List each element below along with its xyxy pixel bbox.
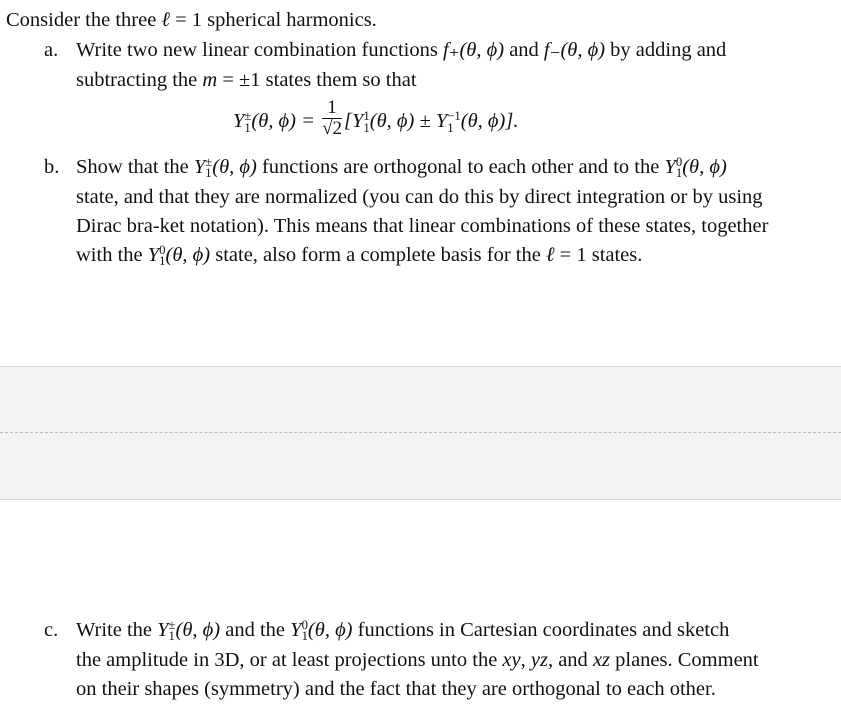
part-a-text-end: by adding and [605,39,727,61]
ell-symbol: ℓ [545,244,555,266]
eq-rhs-end: (θ, ϕ)]. [460,110,519,133]
ell-symbol: ℓ [161,9,170,31]
and-text: , and [547,649,593,671]
eq-Y: Y [233,110,245,133]
fraction [322,98,342,139]
args: (θ, ϕ) [682,156,727,178]
Y-zero-indices: 0 1 [301,618,308,644]
intro-rest: = 1 spherical harmonics. [169,9,377,31]
plane-xy: xy [502,649,521,671]
part-c-line-3: on their shapes (symmetry) and the fact that they are orthogonal to each other. [76,678,716,700]
part-b-line-4 [76,243,642,268]
Y-symbol: Y [193,156,206,178]
part-c-text-2: the amplitude in 3D, or at least projections unto the [76,649,503,671]
part-a-line-2 [76,68,417,92]
part-b-text-mid: functions are orthogonal to each other and to the [256,156,665,178]
Y-pm-indices: ± 1 [205,155,213,181]
m-symbol: m [202,69,218,91]
Y-symbol: Y [157,619,169,641]
part-c-text-2-end: planes. Comment [610,649,759,671]
eq-lhs-indices: ± 1 [244,109,252,135]
args: (θ, ϕ) [175,619,221,641]
part-b-text-4: with the [76,244,148,266]
part-c-text: Write the [76,619,158,641]
Y-zero-indices: 0 1 [675,155,683,181]
part-a-text-2: subtracting the [76,69,203,91]
part-a-marker: a. [44,39,59,61]
args: (θ, ϕ) [307,619,353,641]
fraction-numerator: 1 [322,98,342,119]
intro-prefix: Consider the three [6,9,157,31]
eq-rhs-1: [Y [344,110,364,133]
eq-lhs-args: (θ, ϕ) = [251,110,315,133]
Y-symbol: Y [147,244,160,266]
Y-symbol: Y [664,156,676,178]
and-text: and [504,39,544,61]
dashed-divider [0,432,841,433]
Y-zero-indices: 0 1 [159,243,166,269]
args: (θ, ϕ) [165,244,211,266]
Y-pm-indices: ± 1 [168,618,176,644]
part-b-line-3: Dirac bra-ket notation). This means that linear combinations of these states, together [76,215,769,237]
part-b-marker: b. [44,156,60,178]
equation [233,97,519,139]
answer-area[interactable] [0,366,841,500]
part-c-line-1 [76,618,729,643]
f-plus: f₊(θ, ϕ) [442,39,505,61]
comma: , [520,649,531,671]
part-a-text: Write two new linear combination functions [76,39,443,61]
part-c-text-mid: and the [220,619,291,641]
eq-rhs-2-indices: −1 1 [447,109,461,135]
part-a-text-2-end: = ±1 states them so that [217,69,417,91]
args: (θ, ϕ) [212,156,257,178]
fraction-denominator: √2 [322,118,342,139]
part-b-text-4-mid: state, also form a complete basis for the [210,244,546,266]
part-b-line-2: state, and that they are normalized (you can do this by direct integration or by using [76,186,763,208]
plane-xz: xz [592,649,611,671]
part-c-marker: c. [44,619,59,641]
f-minus: f₋(θ, ϕ) [543,39,606,61]
eq-rhs-1-indices: 1 1 [363,109,370,135]
part-c-text-end: functions in Cartesian coordinates and sketch [352,619,730,641]
intro-line [6,8,377,32]
Y-symbol: Y [290,619,302,641]
eq-rhs-mid: (θ, ϕ) ± Y [369,110,448,133]
plane-yz: yz [530,649,548,671]
part-b-text-4-end: = 1 states. [554,244,643,266]
part-b-line-1 [76,155,727,180]
part-b-text: Show that the [76,156,194,178]
part-c-line-2 [76,648,759,672]
part-a-line-1 [76,38,726,62]
